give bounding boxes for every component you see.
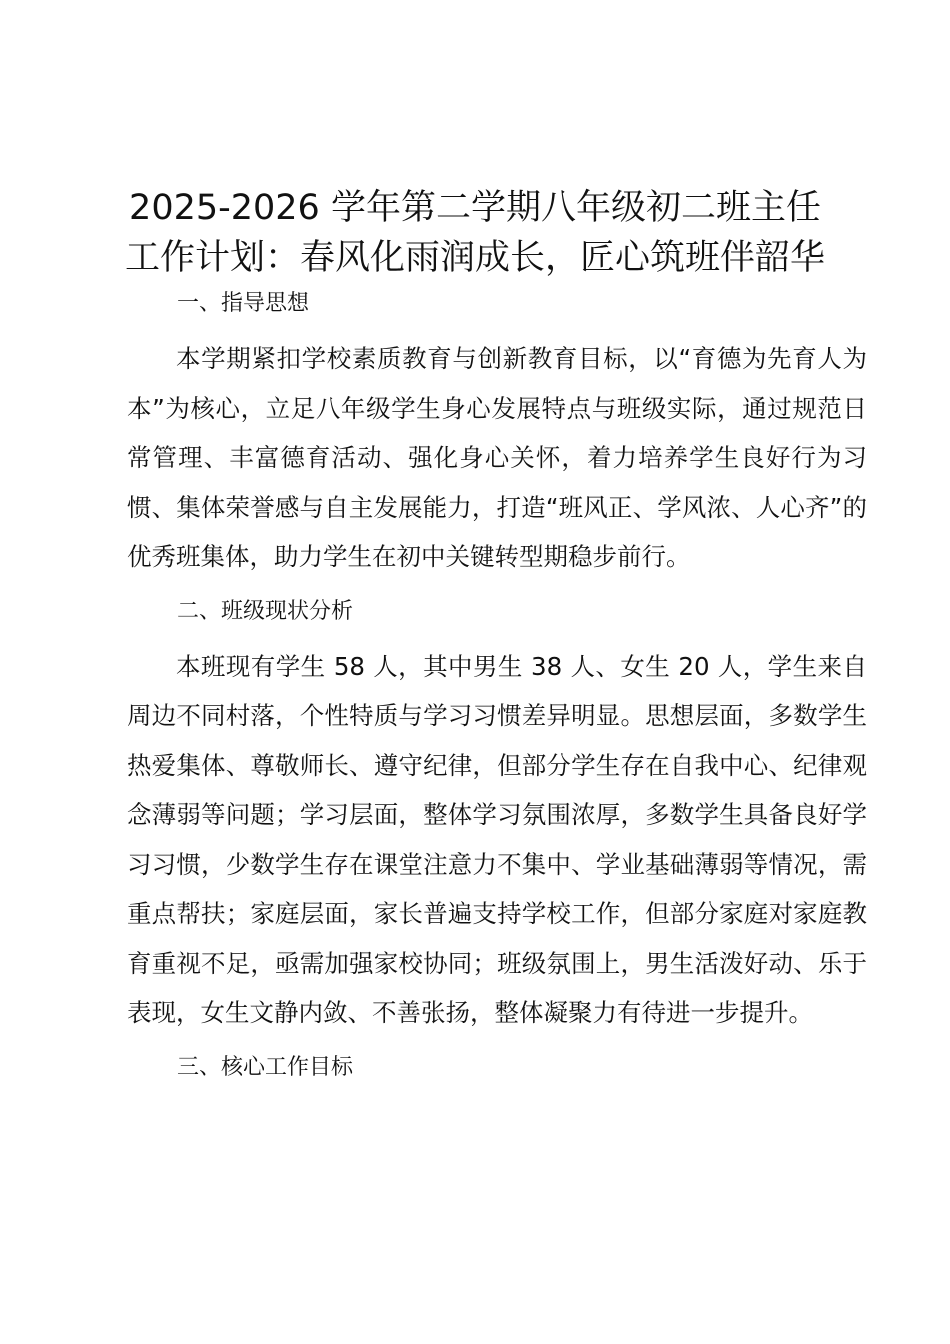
section-heading-core-goals: 三、核心工作目标 <box>177 1054 354 1080</box>
title-line-1: 2025-2026 学年第二学期八年级初二班主任 <box>129 188 821 228</box>
section-heading-class-analysis: 二、班级现状分析 <box>177 598 354 624</box>
paragraph-guiding-ideology: 本学期紧扣学校素质教育与创新教育目标，以“育德为先育人为本”为核心，立足八年级学生身心发展特点与班级实际，通过规范日常管理、丰富德育活动、强化身心关怀，着力培养学生良好行为习惯、集体荣誉感与自主发展能力，打造“班风正、学风浓、人心齐”的优秀班集体，助力学生在初中关键转型期稳步前行。 <box>127 344 867 571</box>
document-body <box>127 286 867 1086</box>
document-title <box>110 183 840 283</box>
title-line-2: 工作计划：春风化雨润成长，匠心筑班伴韶华 <box>124 238 825 278</box>
paragraph-class-analysis: 本班现有学生 58 人，其中男生 38 人、女生 20 人，学生来自周边不同村落，个性特质与学习习惯差异明显。思想层面，多数学生热爱集体、尊敬师长、遵守纪律，但部分学生存在自我中心、纪律观念薄弱等问题；学习层面，整体学习氛围浓厚，多数学生具备良好学习习惯，少数学生存在课堂注意力不集中、学业基础薄弱等情况，需重点帮扶；家庭层面，家长普遍支持学校工作，但部分家庭对家庭教育重视不足，亟需加强家校协同；班级氛围上，男生活泼好动、乐于表现，女生文静内敛、不善张扬，整体凝聚力有待进一步提升。 <box>127 651 867 1027</box>
section-heading-guiding-ideology: 一、指导思想 <box>177 291 310 316</box>
